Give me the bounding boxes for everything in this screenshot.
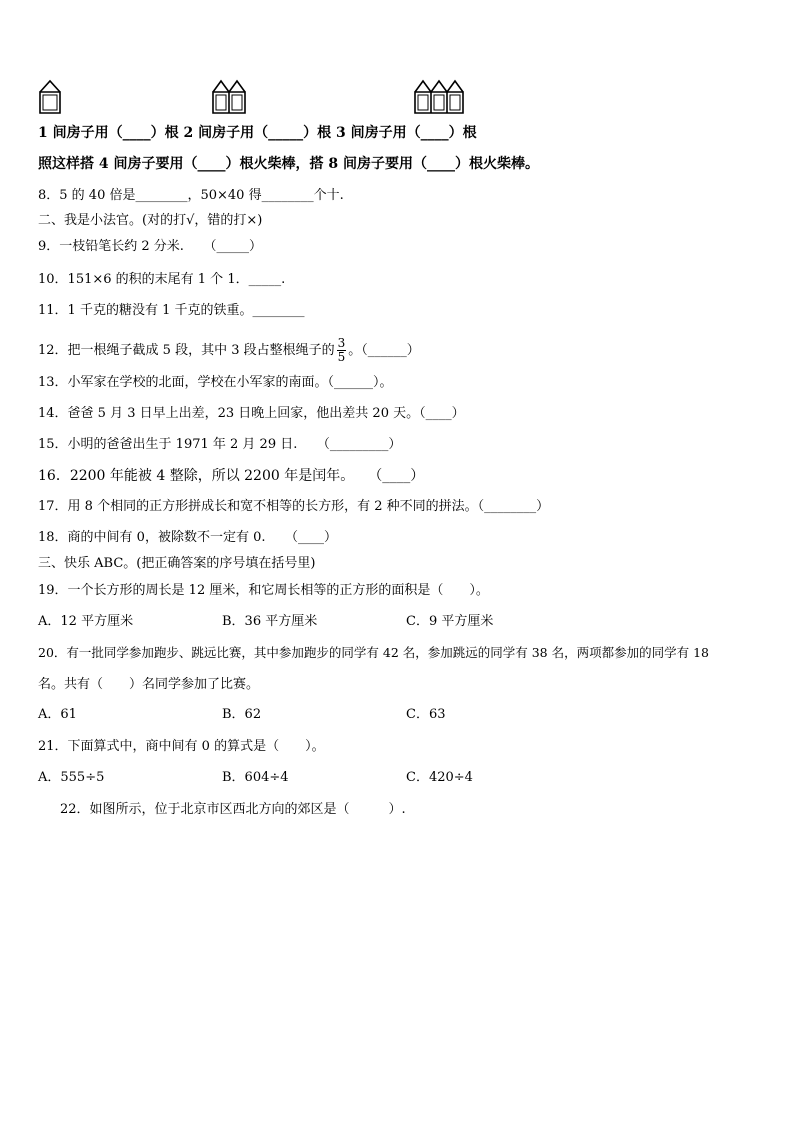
q20-option-b: B．62 — [222, 707, 262, 722]
question-8: 8．5 的 40 倍是________，50×40 得________个十. — [38, 188, 344, 203]
question-9: 9．一枝铅笔长约 2 分米. （_____） — [38, 239, 262, 254]
question-13: 13．小军家在学校的北面，学校在小军家的南面。（______）。 — [38, 375, 393, 390]
question-16: 16．2200 年能被 4 整除，所以 2200 年是闰年。 （____） — [38, 468, 425, 484]
one-house-figure — [37, 78, 63, 116]
q20-option-a: A．61 — [38, 707, 77, 722]
question-18: 18．商的中间有 0，被除数不一定有 0. （____） — [38, 530, 337, 545]
question-12-text: 12．把一根绳子截成 5 段，其中 3 段占整根绳子的 — [38, 343, 335, 358]
matchstick-question-line1: 1 间房子用（____）根 2 间房子用（_____）根 3 间房子用（____）根 — [38, 125, 477, 141]
q19-option-c: C．9 平方厘米 — [406, 614, 494, 629]
question-20-line1: 20．有一批同学参加跑步、跳远比赛，其中参加跑步的同学有 42 名，参加跳远的同学有 38 名，两项都参加的同学有 18 — [38, 645, 709, 660]
question-15: 15．小明的爸爸出生于 1971 年 2 月 29 日. （_________） — [38, 437, 402, 452]
q21-option-b: B．604÷4 — [222, 770, 289, 785]
q19-option-b: B．36 平方厘米 — [222, 614, 318, 629]
question-11: 11．1 千克的糖没有 1 千克的铁重。________ — [38, 303, 305, 318]
question-12-answer: 。（______） — [348, 343, 420, 358]
two-houses-figure — [210, 78, 250, 116]
question-19: 19．一个长方形的周长是 12 厘米，和它周长相等的正方形的面积是（ ）。 — [38, 583, 489, 598]
section-2-heading: 二、我是小法官。(对的打√，错的打×) — [38, 213, 263, 228]
question-20-line2: 名。共有（ ）名同学参加了比赛。 — [38, 677, 260, 692]
question-22: 22．如图所示，位于北京市区西北方向的郊区是（ ）. — [60, 802, 406, 817]
question-12 — [38, 337, 420, 364]
section-3-heading: 三、快乐 ABC。(把正确答案的序号填在括号里) — [38, 556, 316, 571]
q21-option-c: C．420÷4 — [406, 770, 473, 785]
question-10: 10．151×6 的积的末尾有 1 个 1．_____. — [38, 272, 286, 287]
question-17: 17．用 8 个相同的正方形拼成长和宽不相等的长方形，有 2 种不同的拼法。（________） — [38, 499, 550, 514]
question-21: 21．下面算式中，商中间有 0 的算式是（ ）。 — [38, 739, 325, 754]
q20-option-c: C．63 — [406, 707, 446, 722]
question-14: 14．爸爸 5 月 3 日早上出差，23 日晚上回家，他出差共 20 天。（____） — [38, 406, 465, 421]
matchstick-question-line2: 照这样搭 4 间房子要用（____）根火柴棒，搭 8 间房子要用（____）根火柴棒。 — [38, 156, 539, 172]
three-houses-figure — [412, 78, 468, 116]
fraction-three-fifths: $\frac{3}{5}$ — [337, 336, 346, 364]
q21-option-a: A．555÷5 — [38, 770, 105, 785]
q19-option-a: A．12 平方厘米 — [38, 614, 134, 629]
